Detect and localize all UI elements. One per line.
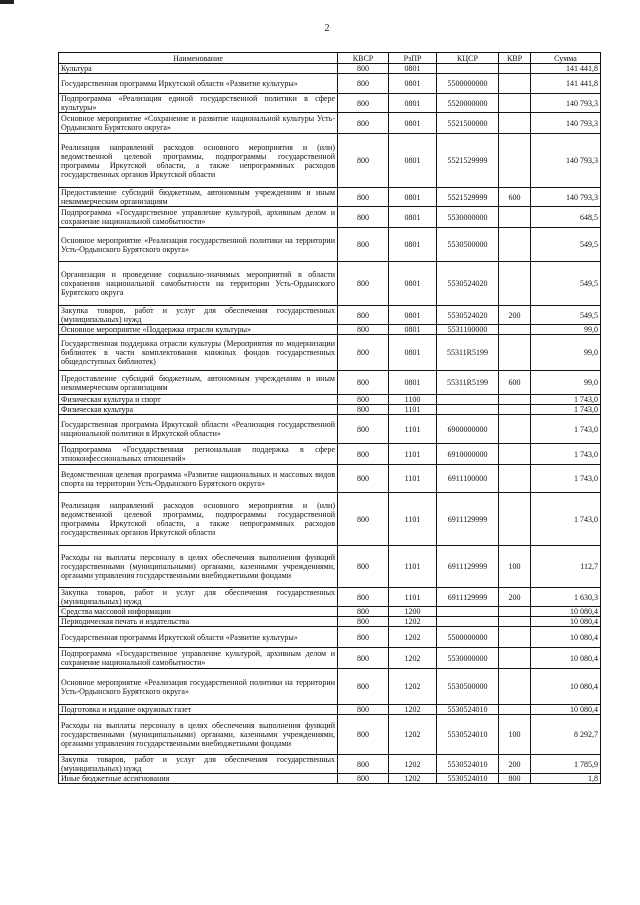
cell-name: Реализация направлений расходов основного мероприятия и (или) ведомственной целевой программы, подпрограммы государственной программы Иркутской области, а также непрограммных расходов государственных органов Иркутской области xyxy=(59,134,338,188)
cell-sum: 112,7 xyxy=(531,546,601,588)
cell-sum: 99,0 xyxy=(531,335,601,371)
col-header-sum: Сумма xyxy=(531,53,601,64)
cell-kcsr: 5531100000 xyxy=(437,325,499,335)
cell-kcsr: 5530524020 xyxy=(437,262,499,306)
cell-kvsr: 800 xyxy=(338,465,389,493)
cell-sum: 10 080,4 xyxy=(531,617,601,627)
cell-kcsr: 5521500000 xyxy=(437,113,499,134)
table-row xyxy=(59,444,601,465)
cell-kvr: 100 xyxy=(499,715,531,755)
cell-kvsr: 800 xyxy=(338,74,389,94)
cell-kvsr: 800 xyxy=(338,188,389,207)
table-row xyxy=(59,113,601,134)
cell-kcsr xyxy=(437,607,499,617)
table-row xyxy=(59,493,601,546)
cell-kvr xyxy=(499,335,531,371)
cell-name: Средства массовой информации xyxy=(59,607,338,617)
cell-kcsr: 6910000000 xyxy=(437,444,499,465)
table-row xyxy=(59,648,601,669)
cell-kcsr xyxy=(437,64,499,74)
cell-kcsr: 5530524010 xyxy=(437,774,499,784)
cell-name: Основное мероприятие «Реализация государственной политики на территории Усть-Ордынского Бурятского округа» xyxy=(59,228,338,262)
col-header-rzpr: РзПР xyxy=(389,53,437,64)
cell-sum: 140 793,3 xyxy=(531,113,601,134)
cell-kvr xyxy=(499,607,531,617)
cell-rzpr: 1101 xyxy=(389,444,437,465)
cell-kvsr: 800 xyxy=(338,395,389,405)
table-row xyxy=(59,134,601,188)
cell-rzpr: 1100 xyxy=(389,395,437,405)
table-row xyxy=(59,94,601,113)
table-row xyxy=(59,627,601,648)
cell-rzpr: 0801 xyxy=(389,306,437,325)
cell-name: Иные бюджетные ассигнования xyxy=(59,774,338,784)
cell-rzpr: 0801 xyxy=(389,371,437,395)
cell-sum: 1 743,0 xyxy=(531,415,601,444)
cell-name: Предоставление субсидий бюджетным, автономным учреждениям и иным некоммерческим организациям xyxy=(59,188,338,207)
cell-kvsr: 800 xyxy=(338,405,389,415)
cell-sum: 1 743,0 xyxy=(531,465,601,493)
cell-kcsr: 6911100000 xyxy=(437,465,499,493)
cell-kvr xyxy=(499,444,531,465)
cell-sum: 8 292,7 xyxy=(531,715,601,755)
cell-sum: 10 080,4 xyxy=(531,627,601,648)
cell-name: Реализация направлений расходов основного мероприятия и (или) ведомственной целевой программы, подпрограммы государственной программы Иркутской области, а также непрограммных расходов государственных органов Иркутской области xyxy=(59,493,338,546)
cell-kvsr: 800 xyxy=(338,325,389,335)
cell-sum: 1 630,3 xyxy=(531,588,601,607)
cell-kvsr: 800 xyxy=(338,228,389,262)
table-row xyxy=(59,617,601,627)
cell-rzpr: 0801 xyxy=(389,207,437,228)
table-row xyxy=(59,207,601,228)
cell-kvr xyxy=(499,228,531,262)
cell-name: Государственная поддержка отрасли культуры (Мероприятия по модернизации библиотек в части комплектования книжных фондов государственных общедоступных библиотек) xyxy=(59,335,338,371)
col-header-kvsr: КВСР xyxy=(338,53,389,64)
cell-name: Закупка товаров, работ и услуг для обеспечения государственных (муниципальных) нужд xyxy=(59,306,338,325)
table-row xyxy=(59,588,601,607)
cell-name: Организация и проведение социально-значимых мероприятий в области сохранения национальной самобытности на территории Усть-Ордынского Бурятского округа xyxy=(59,262,338,306)
cell-sum: 549,5 xyxy=(531,228,601,262)
cell-rzpr: 1101 xyxy=(389,415,437,444)
cell-kcsr: 5530500000 xyxy=(437,228,499,262)
cell-rzpr: 0801 xyxy=(389,134,437,188)
cell-kcsr: 6911129999 xyxy=(437,546,499,588)
cell-kvr xyxy=(499,395,531,405)
cell-name: Государственная программа Иркутской области «Реализация государственной национальной политики в Иркутской области» xyxy=(59,415,338,444)
cell-kvr: 200 xyxy=(499,588,531,607)
cell-name: Расходы на выплаты персоналу в целях обеспечения выполнения функций государственными (муниципальными) органами, казенными учреждениями, органами управления государственными внебюджетными фондами xyxy=(59,546,338,588)
cell-kvr xyxy=(499,325,531,335)
cell-name: Подпрограмма «Реализация единой государственной политики в сфере культуры» xyxy=(59,94,338,113)
cell-kvsr: 800 xyxy=(338,774,389,784)
page-number: 2 xyxy=(324,23,330,34)
cell-kvr xyxy=(499,207,531,228)
table-row xyxy=(59,228,601,262)
cell-rzpr: 1202 xyxy=(389,669,437,705)
cell-rzpr: 1202 xyxy=(389,617,437,627)
cell-name: Государственная программа Иркутской области «Развитие культуры» xyxy=(59,74,338,94)
cell-rzpr: 0801 xyxy=(389,113,437,134)
cell-kcsr: 5530524010 xyxy=(437,705,499,715)
cell-sum: 648,5 xyxy=(531,207,601,228)
cell-kvr xyxy=(499,74,531,94)
cell-kvsr: 800 xyxy=(338,627,389,648)
cell-sum: 1 785,9 xyxy=(531,755,601,774)
cell-kcsr: 5521529999 xyxy=(437,188,499,207)
cell-kvr xyxy=(499,465,531,493)
cell-rzpr: 0801 xyxy=(389,335,437,371)
table-header-row xyxy=(59,53,601,64)
cell-kcsr xyxy=(437,617,499,627)
cell-kvsr: 800 xyxy=(338,755,389,774)
cell-kvr xyxy=(499,617,531,627)
cell-rzpr: 1101 xyxy=(389,493,437,546)
cell-sum: 549,5 xyxy=(531,306,601,325)
cell-kcsr: 5530524010 xyxy=(437,715,499,755)
cell-name: Закупка товаров, работ и услуг для обеспечения государственных (муниципальных) нужд xyxy=(59,755,338,774)
col-header-name: Наименование xyxy=(59,53,338,64)
cell-kvsr: 800 xyxy=(338,715,389,755)
table-row xyxy=(59,755,601,774)
table-row xyxy=(59,335,601,371)
cell-kvsr: 800 xyxy=(338,207,389,228)
cell-rzpr: 1200 xyxy=(389,607,437,617)
cell-name: Расходы на выплаты персоналу в целях обеспечения выполнения функций государственными (муниципальными) органами, казенными учреждениями, органами управления государственными внебюджетными фондами xyxy=(59,715,338,755)
table-row xyxy=(59,465,601,493)
cell-name: Подпрограмма «Государственное управление культурой, архивным делом и сохранение национальной самобытности» xyxy=(59,207,338,228)
cell-rzpr: 1202 xyxy=(389,755,437,774)
cell-rzpr: 0801 xyxy=(389,188,437,207)
cell-kvr xyxy=(499,94,531,113)
cell-sum: 1,8 xyxy=(531,774,601,784)
cell-name: Основное мероприятие «Поддержка отрасли культуры» xyxy=(59,325,338,335)
cell-rzpr: 0801 xyxy=(389,64,437,74)
cell-name: Физическая культура и спорт xyxy=(59,395,338,405)
cell-kvr: 600 xyxy=(499,188,531,207)
cell-kvsr: 800 xyxy=(338,588,389,607)
cell-sum: 1 743,0 xyxy=(531,493,601,546)
cell-kcsr: 5530524020 xyxy=(437,306,499,325)
cell-name: Физическая культура xyxy=(59,405,338,415)
cell-kcsr: 5530000000 xyxy=(437,648,499,669)
cell-sum: 549,5 xyxy=(531,262,601,306)
cell-kcsr xyxy=(437,395,499,405)
table-row xyxy=(59,607,601,617)
cell-sum: 1 743,0 xyxy=(531,405,601,415)
cell-kcsr: 6911129999 xyxy=(437,588,499,607)
table-row xyxy=(59,774,601,784)
cell-kvr xyxy=(499,627,531,648)
cell-kvsr: 800 xyxy=(338,306,389,325)
cell-kvsr: 800 xyxy=(338,648,389,669)
cell-kvr xyxy=(499,648,531,669)
cell-kvr: 200 xyxy=(499,306,531,325)
table-row xyxy=(59,371,601,395)
cell-kcsr: 5521529999 xyxy=(437,134,499,188)
cell-rzpr: 1101 xyxy=(389,405,437,415)
cell-rzpr: 1202 xyxy=(389,774,437,784)
cell-kvsr: 800 xyxy=(338,94,389,113)
cell-sum: 10 080,4 xyxy=(531,607,601,617)
cell-rzpr: 1202 xyxy=(389,705,437,715)
cell-kvr xyxy=(499,405,531,415)
cell-kcsr: 6911129999 xyxy=(437,493,499,546)
cell-kvsr: 800 xyxy=(338,113,389,134)
cell-kvsr: 800 xyxy=(338,607,389,617)
cell-sum: 99,0 xyxy=(531,325,601,335)
table-row xyxy=(59,715,601,755)
cell-sum: 10 080,4 xyxy=(531,705,601,715)
cell-sum: 1 743,0 xyxy=(531,395,601,405)
cell-name: Периодическая печать и издательства xyxy=(59,617,338,627)
cell-sum: 10 080,4 xyxy=(531,648,601,669)
cell-name: Основное мероприятие «Сохранение и развитие национальной культуры Усть-Ордынского Бурятского округа» xyxy=(59,113,338,134)
table-row xyxy=(59,74,601,94)
cell-kvsr: 800 xyxy=(338,617,389,627)
cell-rzpr: 0801 xyxy=(389,228,437,262)
cell-kcsr: 5500000000 xyxy=(437,74,499,94)
cell-rzpr: 1101 xyxy=(389,546,437,588)
cell-kvr: 800 xyxy=(499,774,531,784)
col-header-kvr: КВР xyxy=(499,53,531,64)
cell-kvr: 600 xyxy=(499,371,531,395)
cell-kvsr: 800 xyxy=(338,64,389,74)
cell-name: Основное мероприятие «Реализация государственной политики на территории Усть-Ордынского Бурятского округа» xyxy=(59,669,338,705)
cell-rzpr: 1202 xyxy=(389,627,437,648)
cell-sum: 140 793,3 xyxy=(531,188,601,207)
cell-kvsr: 800 xyxy=(338,705,389,715)
cell-name: Закупка товаров, работ и услуг для обеспечения государственных (муниципальных) нужд xyxy=(59,588,338,607)
table-row xyxy=(59,395,601,405)
cell-sum: 140 793,3 xyxy=(531,94,601,113)
cell-rzpr: 0801 xyxy=(389,74,437,94)
cell-sum: 140 793,3 xyxy=(531,134,601,188)
cell-sum: 10 080,4 xyxy=(531,669,601,705)
cell-kcsr: 5530000000 xyxy=(437,207,499,228)
cell-kvr xyxy=(499,262,531,306)
table-row xyxy=(59,325,601,335)
cell-kvr xyxy=(499,705,531,715)
table-row xyxy=(59,64,601,74)
cell-kvsr: 800 xyxy=(338,493,389,546)
cell-kvr xyxy=(499,64,531,74)
cell-kcsr: 5500000000 xyxy=(437,627,499,648)
cell-kcsr xyxy=(437,405,499,415)
cell-rzpr: 0801 xyxy=(389,325,437,335)
cell-rzpr: 1202 xyxy=(389,715,437,755)
cell-kvr: 100 xyxy=(499,546,531,588)
cell-kvr xyxy=(499,134,531,188)
cell-kvsr: 800 xyxy=(338,335,389,371)
cell-name: Культура xyxy=(59,64,338,74)
cell-kcsr: 5530500000 xyxy=(437,669,499,705)
cell-kvsr: 800 xyxy=(338,444,389,465)
cell-sum: 1 743,0 xyxy=(531,444,601,465)
cell-kvsr: 800 xyxy=(338,134,389,188)
cell-name: Подпрограмма «Государственное управление культурой, архивным делом и сохранение национальной самобытности» xyxy=(59,648,338,669)
table-row xyxy=(59,306,601,325)
cell-rzpr: 1202 xyxy=(389,648,437,669)
table-row xyxy=(59,669,601,705)
scan-mark xyxy=(0,0,14,4)
table-row xyxy=(59,405,601,415)
col-header-kcsr: КЦСР xyxy=(437,53,499,64)
cell-kvr xyxy=(499,493,531,546)
cell-rzpr: 0801 xyxy=(389,262,437,306)
cell-kcsr: 55311R5199 xyxy=(437,335,499,371)
cell-kvsr: 800 xyxy=(338,415,389,444)
cell-sum: 141 441,8 xyxy=(531,64,601,74)
cell-kvsr: 800 xyxy=(338,371,389,395)
table-row xyxy=(59,705,601,715)
cell-rzpr: 1101 xyxy=(389,588,437,607)
cell-rzpr: 1101 xyxy=(389,465,437,493)
table-row xyxy=(59,262,601,306)
table-row xyxy=(59,188,601,207)
cell-kvr xyxy=(499,415,531,444)
cell-name: Предоставление субсидий бюджетным, автономным учреждениям и иным некоммерческим организациям xyxy=(59,371,338,395)
cell-kvsr: 800 xyxy=(338,262,389,306)
cell-kvr: 200 xyxy=(499,755,531,774)
cell-kvsr: 800 xyxy=(338,546,389,588)
budget-table xyxy=(58,52,601,784)
cell-name: Подготовка и издание окружных газет xyxy=(59,705,338,715)
cell-name: Государственная программа Иркутской области «Развитие культуры» xyxy=(59,627,338,648)
cell-kcsr: 6900000000 xyxy=(437,415,499,444)
cell-kcsr: 5520000000 xyxy=(437,94,499,113)
cell-name: Ведомственная целевая программа «Развитие национальных и массовых видов спорта на территории Усть-Ордынского Бурятского округа» xyxy=(59,465,338,493)
cell-sum: 99,0 xyxy=(531,371,601,395)
cell-kvr xyxy=(499,113,531,134)
table-row xyxy=(59,546,601,588)
cell-kcsr: 55311R5199 xyxy=(437,371,499,395)
cell-sum: 141 441,8 xyxy=(531,74,601,94)
table-row xyxy=(59,415,601,444)
cell-kvsr: 800 xyxy=(338,669,389,705)
cell-kvr xyxy=(499,669,531,705)
cell-kcsr: 5530524010 xyxy=(437,755,499,774)
cell-rzpr: 0801 xyxy=(389,94,437,113)
cell-name: Подпрограмма «Государственная региональная поддержка в сфере этноконфессиональных отношений» xyxy=(59,444,338,465)
